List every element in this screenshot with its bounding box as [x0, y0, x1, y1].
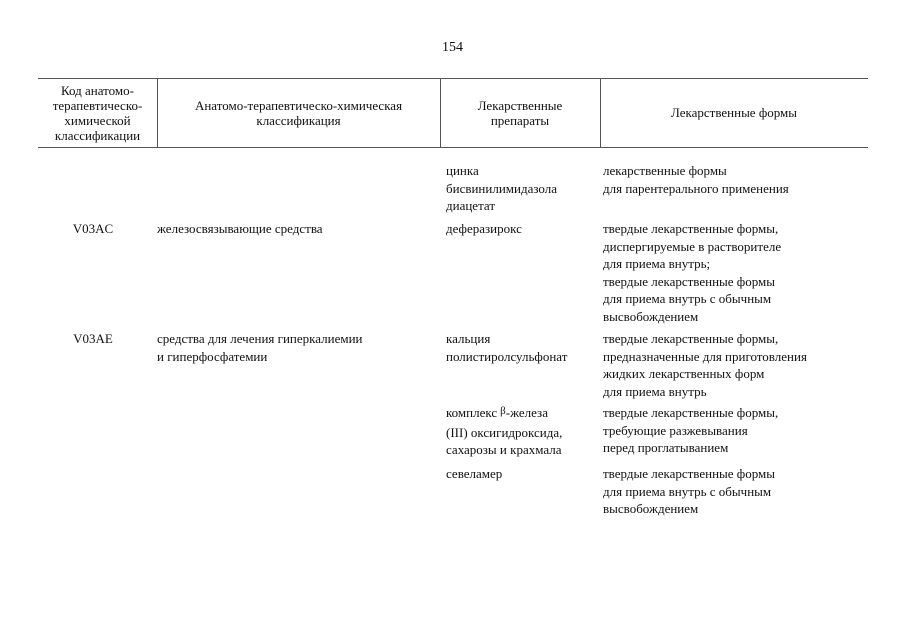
drug-name: кальция полистиролсульфонат: [446, 331, 568, 364]
page-number: 154: [442, 40, 463, 55]
header-classification: Анатомо-терапевтическо-химическая классификация: [194, 97, 403, 128]
dosage-form: твердые лекарственные формы для приема внутрь с обычным высвобождением: [603, 466, 775, 516]
classification-name: железосвязывающие средства: [157, 221, 323, 236]
drug-name: цинка бисвинилимидазола диацетат: [446, 163, 558, 213]
header-drugs: Лекарственные препараты: [477, 97, 563, 128]
drug-name: [446, 404, 596, 459]
header-forms: Лекарственные формы: [670, 105, 798, 120]
drug-name: севеламер: [446, 466, 503, 481]
atc-code: V03AE: [73, 331, 113, 346]
atc-code: V03AC: [72, 221, 114, 236]
classification-name: средства для лечения гиперкалиемии и гиперфосфатемии: [157, 331, 363, 364]
dosage-form: твердые лекарственные формы, требующие разжевывания перед проглатыванием: [603, 405, 779, 455]
drug-name-prefix: комплекс: [446, 405, 498, 420]
dosage-form: твердые лекарственные формы, диспергируемые в растворителе для приема внутрь; твердые лекарственные формы для приема внутрь с обычным высвобождением: [603, 221, 782, 324]
drug-name-suffix: -железа (III) оксигидроксида, сахарозы и крахмала: [446, 405, 563, 457]
dosage-form: твердые лекарственные формы, предназначенные для приготовления жидких лекарственных форм для приема внутрь: [603, 331, 807, 399]
dosage-form: лекарственные формы для парентерального применения: [603, 163, 789, 196]
drug-name: деферазирокс: [446, 221, 522, 236]
header-code: Код анатомо- терапевтическо- химической классификации: [52, 82, 143, 143]
header-bottom-rule: [38, 147, 868, 148]
beta-symbol: β: [500, 405, 506, 417]
